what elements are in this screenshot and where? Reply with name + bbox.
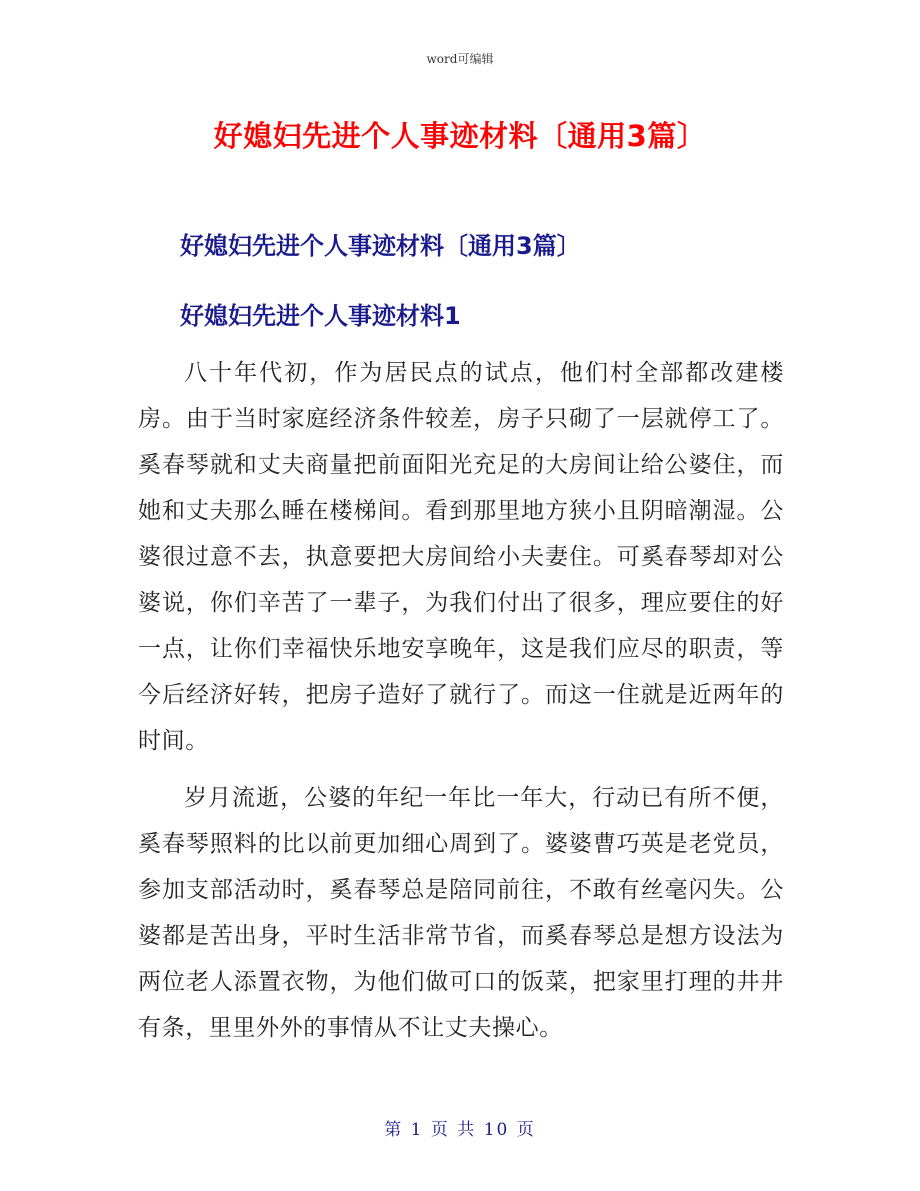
document-subtitle: 好媳妇先进个人事迹材料〔通用3篇〕 <box>180 232 581 260</box>
header-note: word可编辑 <box>426 52 494 66</box>
body-paragraph-1: 八十年代初，作为居民点的试点，他们村全部都改建楼房。由于当时家庭经济条件较差，房子只砌了一层就停工了。奚春琴就和丈夫商量把前面阳光充足的大房间让给公婆住，而她和丈夫那么睡在楼梯间。看到那里地方狭小且阴暗潮湿。公婆很过意不去，执意要把大房间给小夫妻住。可奚春琴却对公婆说，你们辛苦了一辈子，为我们付出了很多，理应要住的好一点，让你们幸福快乐地安享晚年，这是我们应尽的职责，等今后经济好转，把房子造好了就行了。而这一住就是近两年的时间。 <box>138 360 784 754</box>
section-heading: 好媳妇先进个人事迹材料1 <box>180 302 461 330</box>
document-title: 好媳妇先进个人事迹材料〔通用3篇〕 <box>213 119 707 153</box>
page-footer: 第 1 页 共 10 页 <box>384 1120 536 1140</box>
body-paragraph-2: 岁月流逝，公婆的年纪一年比一年大，行动已有所不便，奚春琴照料的比以前更加细心周到了。婆婆曹巧英是老党员，参加支部活动时，奚春琴总是陪同前往，不敢有丝毫闪失。公婆都是苦出身，平时生活非常节省，而奚春琴总是想方设法为两位老人添置衣物，为他们做可口的饭菜，把家里打理的井井有条，里里外外的事情从不让丈夫操心。 <box>138 785 784 1041</box>
